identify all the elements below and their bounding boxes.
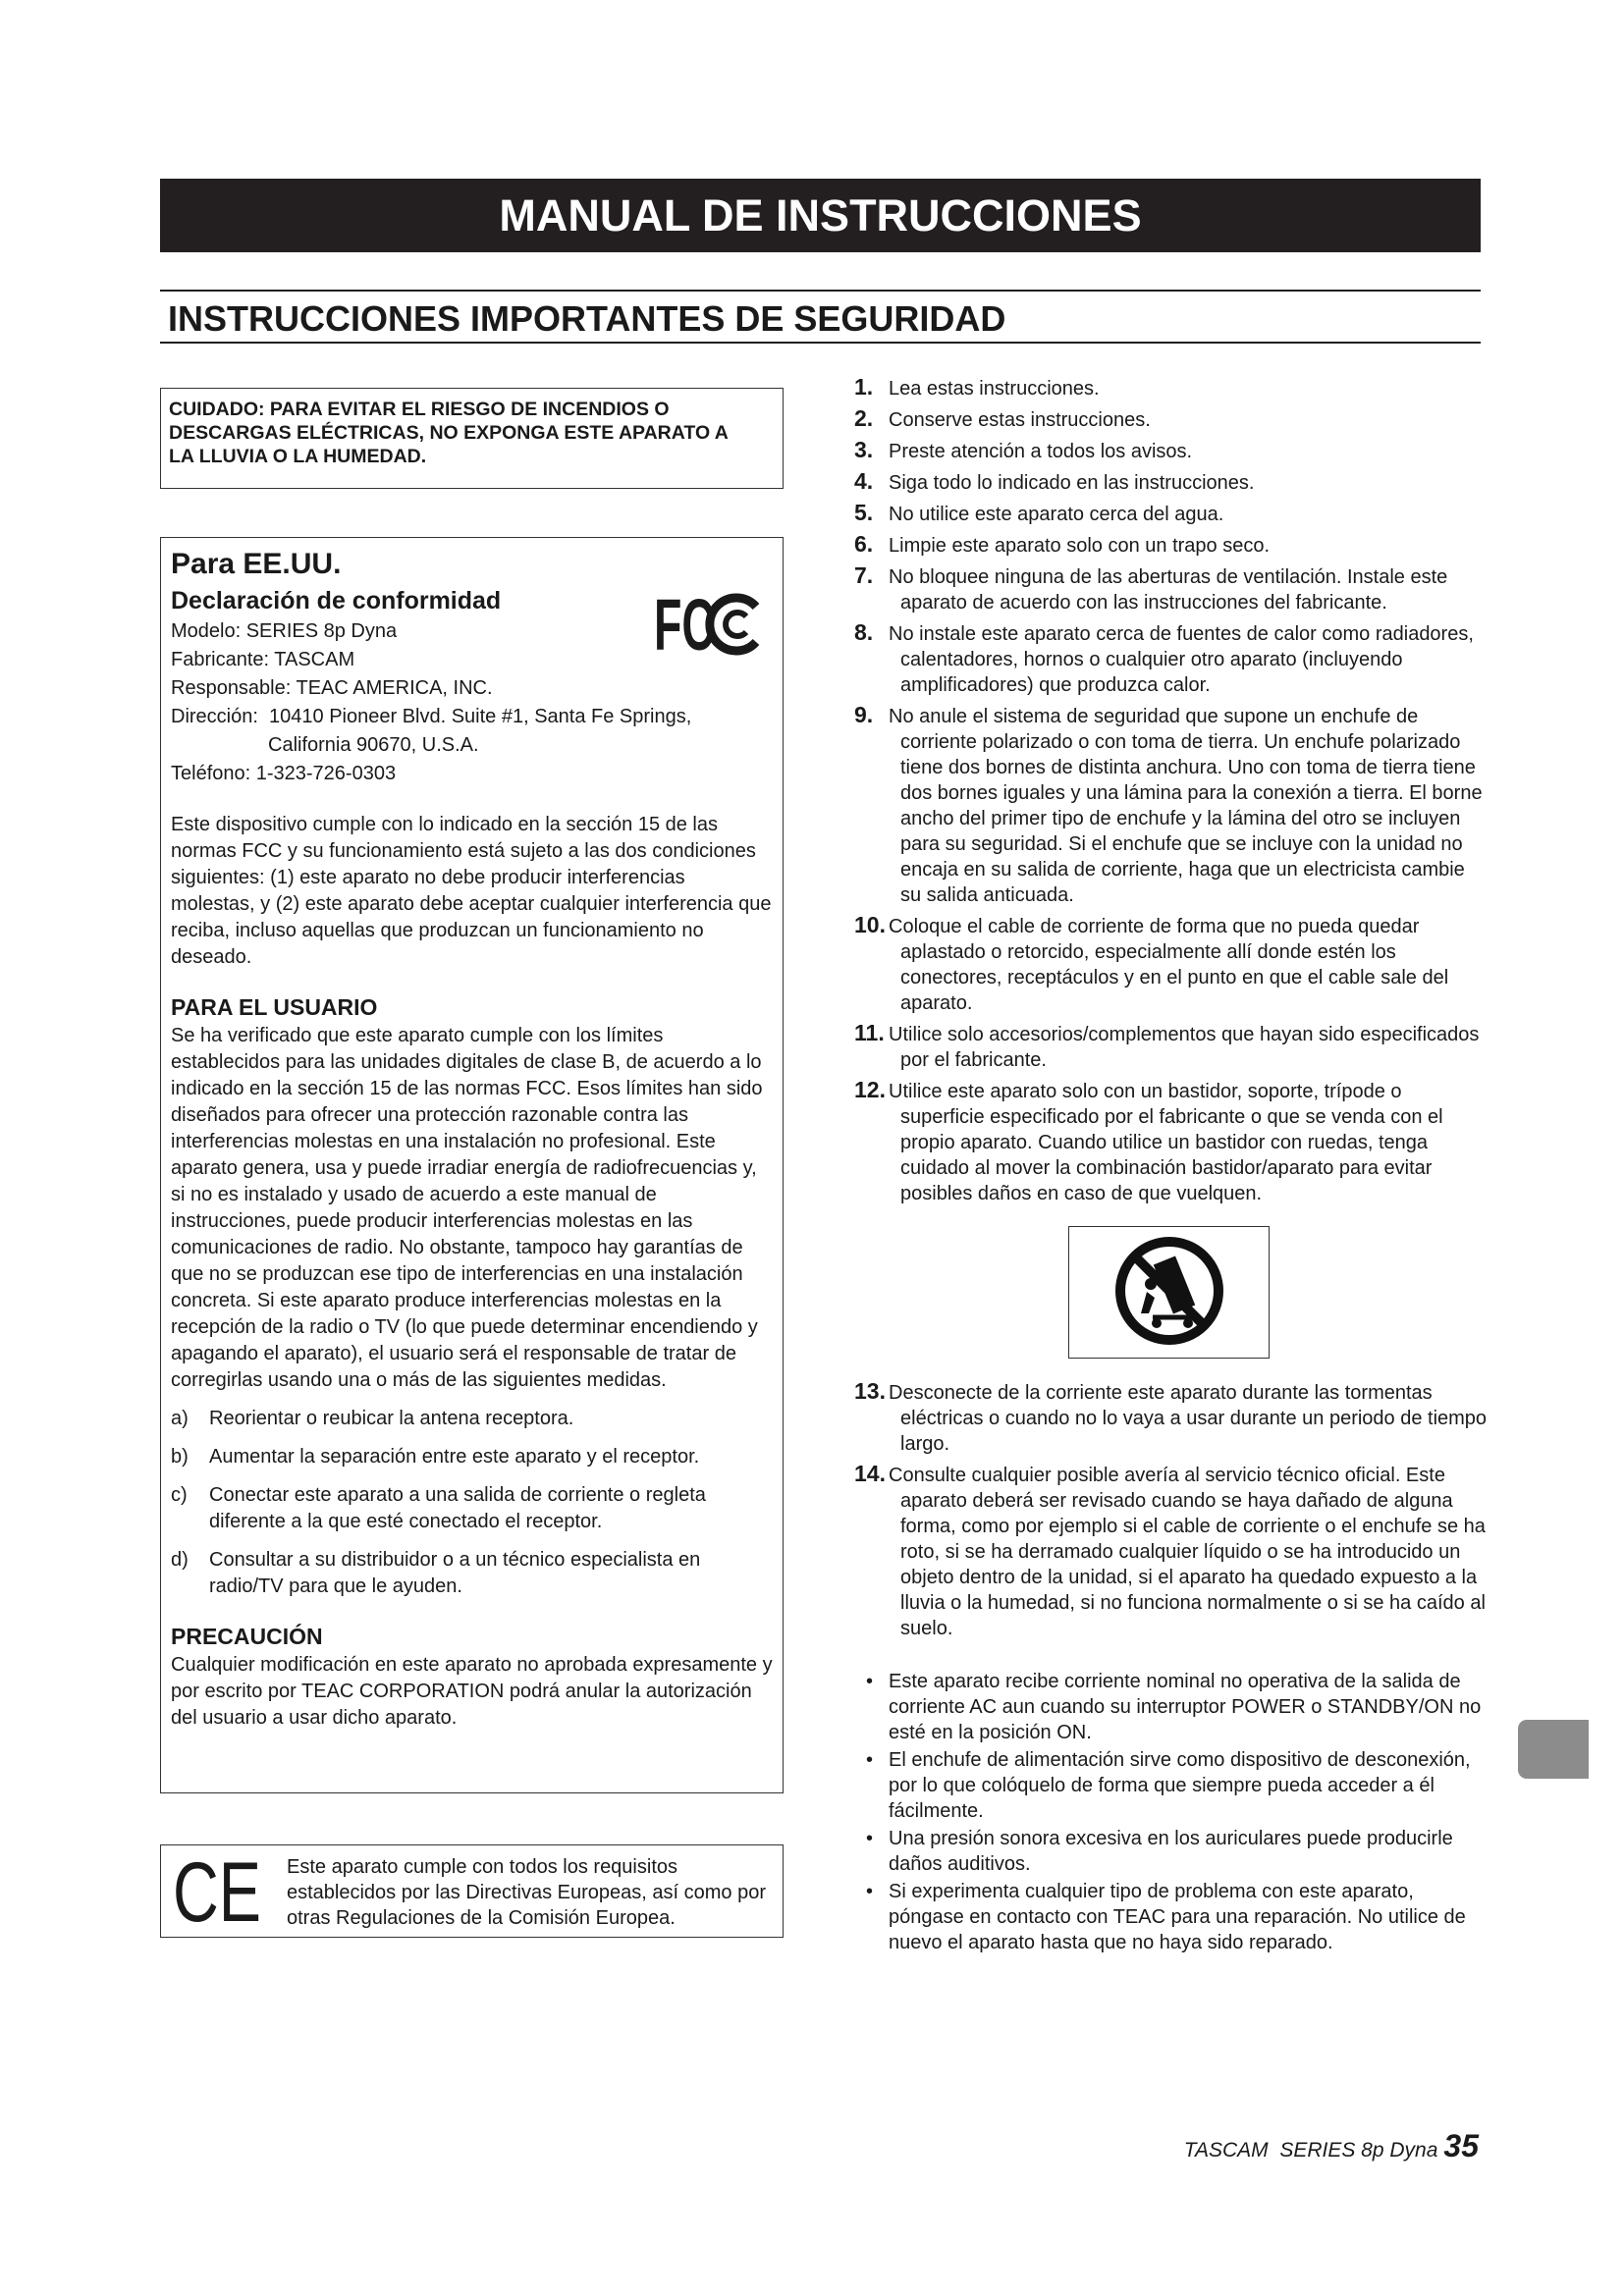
bullet-item — [854, 1879, 1488, 1955]
address-line: Dirección: 10410 Pioneer Blvd. Suite #1, Santa Fe Springs, — [171, 706, 692, 727]
manufacturer-line: Fabricante: TASCAM — [171, 649, 355, 670]
section-title: INSTRUCCIONES IMPORTANTES DE SEGURIDAD — [160, 290, 1481, 344]
instruction-text: Utilice este aparato solo con un bastidor, soporte, trípode o superficie especificado por el fabricante o que se venda con el propio aparato. Cuando utilice un bastidor con ruedas, tenga cuidado al mover la combinación bastidor/aparato para evitar posibles daños en caso de que vuelquen. — [889, 1081, 1443, 1204]
instruction-item — [854, 531, 1488, 559]
instruction-item — [854, 374, 1488, 401]
bullet-item — [854, 1826, 1488, 1877]
measure-text: Aumentar la separación entre este aparato y el receptor. — [209, 1446, 700, 1468]
instruction-text: Consulte cualquier posible avería al servicio técnico oficial. Este aparato deberá ser revisado cuando se haya dañado de alguna forma, como por ejemplo si el cable de corriente o el enchufe se ha roto, si se ha derramado cualquier líquido o se ha introducido un objeto dentro de la unidad, si el aparato ha quedado expuesto a la lluvia o la humedad, si no funciona normalmente o si se ha caído al suelo. — [889, 1465, 1486, 1639]
address-cont-line: California 90670, U.S.A. — [268, 734, 479, 756]
instruction-number: 1. — [854, 374, 874, 400]
instruction-number: 14. — [854, 1461, 886, 1486]
instruction-item — [854, 562, 1488, 615]
fcc-logo-text: FC — [654, 584, 715, 666]
instruction-number: 6. — [854, 531, 874, 557]
instruction-text: Lea estas instrucciones. — [889, 378, 1100, 400]
measure-item — [171, 1547, 773, 1600]
measure-item — [171, 1406, 773, 1432]
user-title: PARA EL USUARIO — [171, 994, 378, 1020]
instruction-text: No anule el sistema de seguridad que supone un enchufe de corriente polarizado o con toma de tierra. Un enchufe polarizado tiene dos bornes de distinta anchura. Uno con toma de tierra tiene dos bornes iguales y una lámina para la conexión a tierra. El borne ancho del primer tipo de enchufe y la lámina del otro se incluyen para su seguridad. Si el enchufe que se incluye con la unidad no encaja en su salida de corriente, haga que un electricista cambie su salida anticuada. — [889, 706, 1483, 906]
instruction-text: Desconecte de la corriente este aparato durante las tormentas eléctricas o cuando no lo vaya a usar durante un periodo de tiempo largo. — [889, 1382, 1488, 1455]
ce-logo-text: CE — [173, 1845, 261, 1940]
caution-box — [160, 388, 784, 489]
instruction-item — [854, 1378, 1488, 1457]
instruction-number: 11. — [854, 1020, 885, 1045]
instruction-item — [854, 912, 1488, 1016]
bullet-text: El enchufe de alimentación sirve como dispositivo de desconexión, por lo que colóquelo de forma que siempre pueda acceder a él fácilmente. — [889, 1749, 1471, 1822]
measure-letter: b) — [171, 1446, 189, 1468]
bullet-text: Si experimenta cualquier tipo de problema con este aparato, póngase en contacto con TEAC para una reparación. No utilice de nuevo el aparato hasta que no haya sido reparado. — [889, 1881, 1466, 1953]
usa-box — [160, 537, 784, 1793]
instruction-text: No bloquee ninguna de las aberturas de ventilación. Instale este aparato de acuerdo con las instrucciones del fabricante. — [889, 566, 1448, 614]
manual-banner: MANUAL DE INSTRUCCIONES — [160, 179, 1481, 252]
precaution-title: PRECAUCIÓN — [171, 1624, 323, 1649]
instruction-item — [854, 437, 1488, 464]
instruction-text: Preste atención a todos los avisos. — [889, 441, 1193, 462]
instruction-number: 7. — [854, 562, 874, 588]
instruction-item — [854, 619, 1488, 698]
instruction-number: 13. — [854, 1378, 886, 1404]
measure-letter: c) — [171, 1484, 188, 1506]
instruction-item — [854, 405, 1488, 433]
model-line: Modelo: SERIES 8p Dyna — [171, 620, 398, 642]
measure-letter: a) — [171, 1408, 189, 1429]
instruction-text: No instale este aparato cerca de fuentes de calor como radiadores, calentadores, hornos o cualquier otro aparato (incluyendo amplificadores) que produzca calor. — [889, 623, 1474, 696]
cart-tip-over-warning-icon — [1113, 1235, 1226, 1348]
instruction-number: 10. — [854, 912, 886, 937]
ce-box — [160, 1844, 784, 1938]
compliance-text: Este dispositivo cumple con lo indicado en la sección 15 de las normas FCC y su funcionamiento está sujeto a las dos condiciones siguientes: (1) este aparato no debe producir interferencias molestas, y (2) este aparato debe aceptar cualquier interferencia que reciba, incluso aquellas que produzcan un funcionamiento no deseado. — [171, 814, 772, 968]
instruction-list-continued — [854, 1378, 1488, 1641]
declaration-title: Declaración de conformidad — [171, 587, 502, 614]
instruction-text: Coloque el cable de corriente de forma que no pueda quedar aplastado o retorcido, especialmente allí donde estén los conectores, receptáculos y en el punto en que el cable sale del aparato. — [889, 916, 1449, 1014]
bullet-dot: • — [866, 1749, 874, 1771]
instruction-list — [854, 374, 1488, 1206]
instruction-item — [854, 500, 1488, 527]
instruction-number: 2. — [854, 405, 874, 431]
bullet-item — [854, 1747, 1488, 1824]
section-side-tab — [1518, 1720, 1589, 1779]
user-text: Se ha verificado que este aparato cumple con los límites establecidos para las unidades digitales de clase B, de acuerdo a lo indicado en la sección 15 de las normas FCC. Esos límites han sido diseñados para ofrecer una protección razonable contra las interferencias molestas en una instalación no profesional. Este aparato genera, usa y puede irradiar energía de radiofrecuencias y, si no es instalado y usado de acuerdo a este manual de instrucciones, puede producir interferencias molestas en las comunicaciones de radio. No obstante, tampoco hay garantías de que no se produzcan ese tipo de interferencias en una instalación concreta. Si este aparato produce interferencias molestas en la recepción de la radio o TV (lo que puede determinar encendiendo y apagando el aparato), el usuario será el responsable de tratar de corregirlas usando una o más de las siguientes medidas. — [171, 1025, 763, 1391]
measure-item — [171, 1444, 773, 1470]
caution-line: LA LLUVIA O LA HUMEDAD. — [169, 446, 427, 467]
caution-line: DESCARGAS ELÉCTRICAS, NO EXPONGA ESTE APARATO A — [169, 422, 729, 444]
instruction-number: 3. — [854, 437, 874, 462]
bullet-list — [854, 1669, 1488, 1955]
instruction-number: 9. — [854, 702, 874, 727]
instruction-number: 5. — [854, 500, 874, 525]
precaution-text: Cualquier modificación en este aparato no aprobada expresamente y por escrito por TEAC CORPORATION podrá anular la autorización del usuario a usar dicho aparato. — [171, 1654, 773, 1729]
page-footer — [1184, 2128, 1479, 2164]
ce-text: Este aparato cumple con todos los requisitos establecidos por las Directivas Europeas, así como por otras Regulaciones de la Comisión Europea. — [287, 1856, 767, 1929]
caution-line: CUIDADO: PARA EVITAR EL RIESGO DE INCENDIOS O — [169, 399, 670, 420]
instruction-text: Limpie este aparato solo con un trapo seco. — [889, 535, 1271, 557]
instruction-text: No utilice este aparato cerca del agua. — [889, 504, 1224, 525]
bullet-text: Una presión sonora excesiva en los auriculares puede producirle daños auditivos. — [889, 1828, 1453, 1875]
instruction-text: Utilice solo accesorios/complementos que hayan sido especificados por el fabricante. — [889, 1024, 1480, 1071]
bullet-text: Este aparato recibe corriente nominal no operativa de la salida de corriente AC aun cuando su interruptor POWER o STANDBY/ON no esté en la posición ON. — [889, 1671, 1482, 1743]
instruction-text: Siga todo lo indicado en las instrucciones. — [889, 472, 1255, 494]
fcc-logo-icon — [654, 585, 762, 664]
instruction-item — [854, 1077, 1488, 1206]
instruction-item — [854, 1020, 1488, 1073]
footer-product: TASCAM SERIES 8p Dyna — [1183, 2139, 1438, 2162]
measure-item — [171, 1482, 773, 1535]
measure-text: Reorientar o reubicar la antena receptora. — [209, 1408, 574, 1429]
cart-warning-box — [1068, 1226, 1270, 1359]
ce-logo-icon — [173, 1845, 261, 1940]
instruction-item — [854, 468, 1488, 496]
usa-title: Para EE.UU. — [171, 548, 342, 580]
page-number: 35 — [1443, 2128, 1479, 2163]
phone-line: Teléfono: 1-323-726-0303 — [171, 763, 397, 784]
responsible-line: Responsable: TEAC AMERICA, INC. — [171, 677, 493, 699]
bullet-dot: • — [866, 1671, 874, 1692]
instruction-text: Conserve estas instrucciones. — [889, 409, 1151, 431]
measure-text: Consultar a su distribuidor o a un técnico especialista en radio/TV para que le ayuden. — [209, 1549, 701, 1597]
measure-letter: d) — [171, 1549, 189, 1571]
bullet-dot: • — [866, 1828, 874, 1849]
measure-text: Conectar este aparato a una salida de corriente o regleta diferente a la que esté conectado el receptor. — [209, 1484, 706, 1532]
bullet-item — [854, 1669, 1488, 1745]
bullet-dot: • — [866, 1881, 874, 1902]
instruction-number: 12. — [854, 1077, 886, 1102]
instruction-item — [854, 702, 1488, 908]
instruction-number: 8. — [854, 619, 874, 645]
instruction-item — [854, 1461, 1488, 1641]
instruction-number: 4. — [854, 468, 874, 494]
instructions-column — [854, 374, 1488, 1957]
